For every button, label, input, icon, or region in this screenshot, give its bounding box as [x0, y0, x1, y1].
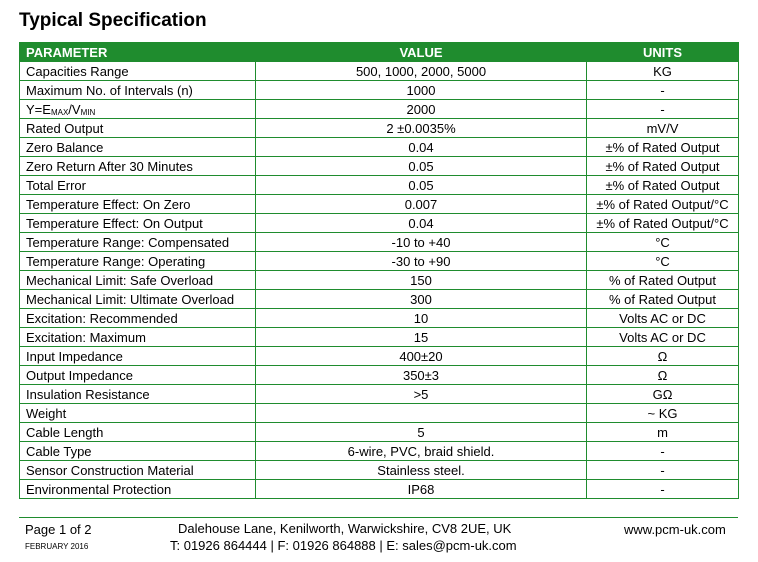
header-units: UNITS	[587, 43, 739, 62]
cell-parameter: Insulation Resistance	[20, 385, 256, 404]
cell-parameter: Environmental Protection	[20, 480, 256, 499]
footer-address: Dalehouse Lane, Kenilworth, Warwickshire, CV8 2UE, UK	[178, 521, 512, 536]
table-row	[20, 461, 739, 480]
cell-parameter: Excitation: Maximum	[20, 328, 256, 347]
table-row	[20, 62, 739, 81]
cell-units: m	[587, 423, 739, 442]
cell-units: % of Rated Output	[587, 290, 739, 309]
table-row	[20, 328, 739, 347]
cell-parameter: Maximum No. of Intervals (n)	[20, 81, 256, 100]
table-row	[20, 195, 739, 214]
cell-value: 5	[256, 423, 587, 442]
cell-units: % of Rated Output	[587, 271, 739, 290]
table-row	[20, 290, 739, 309]
cell-parameter: Temperature Effect: On Zero	[20, 195, 256, 214]
table-row	[20, 138, 739, 157]
cell-value: -10 to +40	[256, 233, 587, 252]
table-row	[20, 442, 739, 461]
table-row	[20, 119, 739, 138]
cell-value: 2 ±0.0035%	[256, 119, 587, 138]
cell-parameter: Excitation: Recommended	[20, 309, 256, 328]
table-body	[20, 62, 739, 499]
cell-parameter: Capacities Range	[20, 62, 256, 81]
cell-units: Volts AC or DC	[587, 328, 739, 347]
cell-units: ±% of Rated Output	[587, 176, 739, 195]
cell-units: mV/V	[587, 119, 739, 138]
cell-parameter: Temperature Range: Compensated	[20, 233, 256, 252]
cell-value: 6-wire, PVC, braid shield.	[256, 442, 587, 461]
cell-value: 1000	[256, 81, 587, 100]
cell-parameter: Temperature Range: Operating	[20, 252, 256, 271]
cell-value: 500, 1000, 2000, 5000	[256, 62, 587, 81]
table-row	[20, 176, 739, 195]
footer-page-number: Page 1 of 2	[25, 522, 92, 537]
cell-value: 0.05	[256, 157, 587, 176]
table-row	[20, 347, 739, 366]
footer-date: FEBRUARY 2016	[25, 542, 89, 551]
cell-units: ±% of Rated Output	[587, 138, 739, 157]
table-row	[20, 233, 739, 252]
cell-value: 10	[256, 309, 587, 328]
cell-units: °C	[587, 252, 739, 271]
cell-parameter: Input Impedance	[20, 347, 256, 366]
cell-value: 150	[256, 271, 587, 290]
cell-parameter: Zero Return After 30 Minutes	[20, 157, 256, 176]
table-row	[20, 366, 739, 385]
cell-units: -	[587, 442, 739, 461]
cell-units: ±% of Rated Output	[587, 157, 739, 176]
cell-parameter: Output Impedance	[20, 366, 256, 385]
cell-units: KG	[587, 62, 739, 81]
cell-parameter: $Y=E_{MAX}/V_{MIN}$	[20, 100, 256, 119]
cell-parameter: Rated Output	[20, 119, 256, 138]
table-row	[20, 404, 739, 423]
table-row	[20, 81, 739, 100]
table-row	[20, 480, 739, 499]
cell-parameter: Mechanical Limit: Safe Overload	[20, 271, 256, 290]
cell-units: ~ KG	[587, 404, 739, 423]
cell-units: Volts AC or DC	[587, 309, 739, 328]
cell-units: Ω	[587, 366, 739, 385]
cell-value: 15	[256, 328, 587, 347]
cell-parameter: Weight	[20, 404, 256, 423]
header-value: VALUE	[256, 43, 587, 62]
cell-value: Stainless steel.	[256, 461, 587, 480]
cell-units: GΩ	[587, 385, 739, 404]
table-header-row	[20, 43, 739, 62]
cell-parameter: Sensor Construction Material	[20, 461, 256, 480]
cell-value: 300	[256, 290, 587, 309]
cell-value: 0.04	[256, 138, 587, 157]
table-row	[20, 252, 739, 271]
cell-units: Ω	[587, 347, 739, 366]
table-row	[20, 385, 739, 404]
footer-website: www.pcm-uk.com	[624, 522, 726, 537]
cell-value: 350±3	[256, 366, 587, 385]
footer-contact: T: 01926 864444 | F: 01926 864888 | E: sales@pcm-uk.com	[170, 538, 517, 553]
cell-parameter: Temperature Effect: On Output	[20, 214, 256, 233]
cell-value: 0.007	[256, 195, 587, 214]
table-row	[20, 100, 739, 119]
cell-value	[256, 404, 587, 423]
table-row	[20, 423, 739, 442]
cell-units: -	[587, 480, 739, 499]
cell-parameter: Cable Length	[20, 423, 256, 442]
footer-divider	[19, 517, 738, 518]
cell-units: ±% of Rated Output/°C	[587, 195, 739, 214]
table-row	[20, 309, 739, 328]
cell-units: ±% of Rated Output/°C	[587, 214, 739, 233]
cell-value: >5	[256, 385, 587, 404]
cell-parameter: Total Error	[20, 176, 256, 195]
cell-parameter: Mechanical Limit: Ultimate Overload	[20, 290, 256, 309]
cell-units: °C	[587, 233, 739, 252]
cell-value: IP68	[256, 480, 587, 499]
table-row	[20, 271, 739, 290]
cell-units: -	[587, 461, 739, 480]
cell-units: -	[587, 100, 739, 119]
specification-table	[19, 42, 739, 499]
table-row	[20, 214, 739, 233]
cell-value: 400±20	[256, 347, 587, 366]
table-row	[20, 157, 739, 176]
cell-value: 2000	[256, 100, 587, 119]
cell-value: -30 to +90	[256, 252, 587, 271]
page-title: Typical Specification	[19, 10, 207, 31]
cell-value: 0.04	[256, 214, 587, 233]
cell-parameter: Cable Type	[20, 442, 256, 461]
cell-units: -	[587, 81, 739, 100]
cell-parameter: Zero Balance	[20, 138, 256, 157]
header-parameter: PARAMETER	[20, 43, 256, 62]
cell-value: 0.05	[256, 176, 587, 195]
